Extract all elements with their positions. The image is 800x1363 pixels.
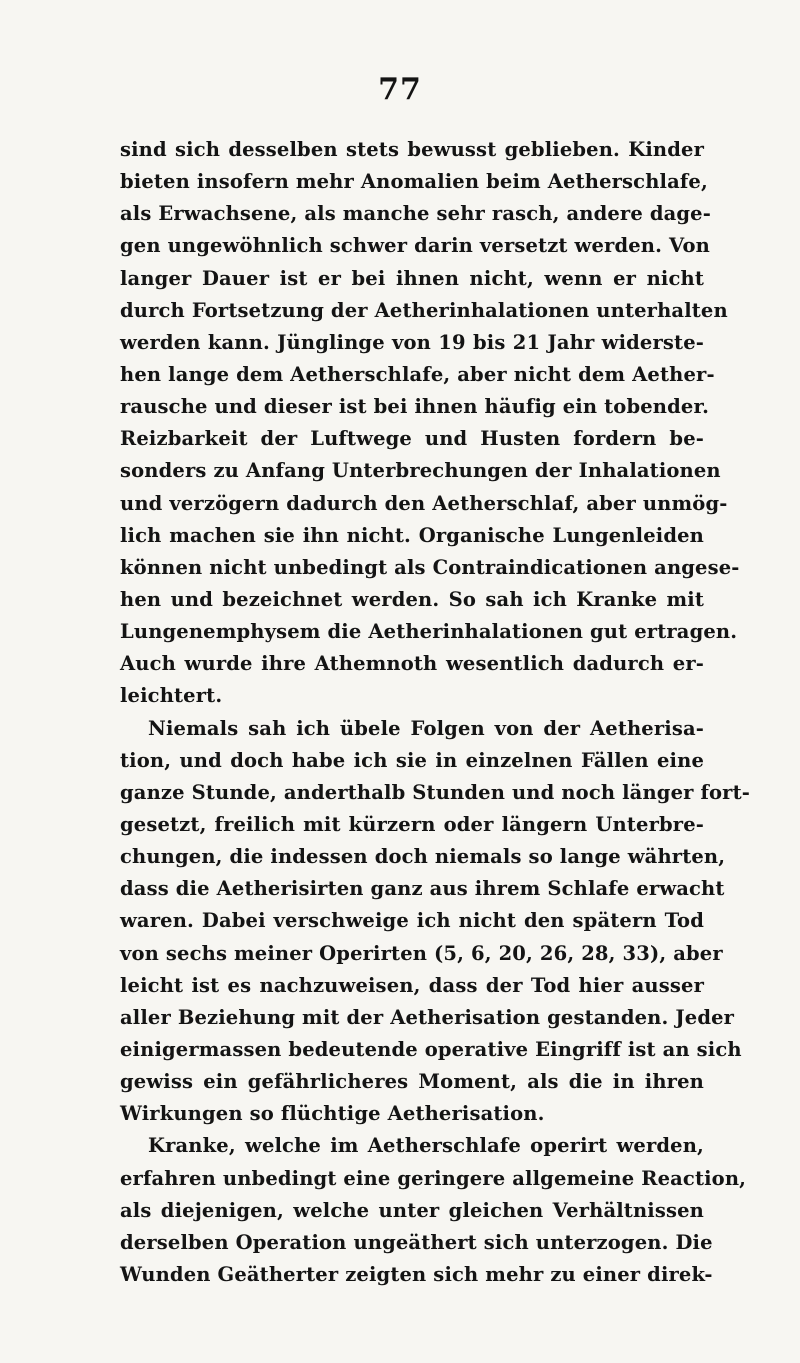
text-line: hen lange dem Aetherschlafe, aber nicht dem Aether-: [120, 362, 715, 386]
text-line: werden kann. Jünglinge von 19 bis 21 Jahr widerste-: [120, 330, 704, 354]
paragraph: [120, 134, 740, 713]
text-line: leicht ist es nachzuweisen, dass der Tod hier ausser: [120, 973, 704, 997]
text-line: derselben Operation ungeäthert sich unterzogen. Die: [120, 1230, 713, 1254]
text-line: Auch wurde ihre Athemnoth wesentlich dadurch er-: [120, 652, 704, 676]
text-line: Wunden Geätherter zeigten sich mehr zu einer direk-: [120, 1262, 713, 1286]
body-text: [120, 134, 751, 1291]
text-line: leichtert.: [120, 684, 223, 708]
text-line: lich machen sie ihn nicht. Organische Lungenleiden: [120, 523, 704, 547]
text-line: sonders zu Anfang Unterbrechungen der Inhalationen: [120, 459, 721, 483]
text-line: bieten insofern mehr Anomalien beim Aetherschlafe,: [120, 170, 708, 194]
text-line: sind sich desselben stets bewusst geblieben. Kinder: [120, 138, 704, 161]
text-line: gesetzt, freilich mit kürzern oder längern Unterbre-: [120, 812, 704, 836]
paragraph: [120, 713, 751, 1131]
text-line: durch Fortsetzung der Aetherinhalationen unterhalten: [120, 298, 728, 322]
text-line: als Erwachsene, als manche sehr rasch, andere dage-: [120, 202, 711, 226]
text-line: Lungenemphysem die Aetherinhalationen gut ertragen.: [120, 620, 738, 644]
text-line: ganze Stunde, anderthalb Stunden und noch länger fort-: [120, 780, 751, 804]
text-line: erfahren unbedingt eine geringere allgemeine Reaction,: [120, 1166, 747, 1190]
text-line: gen ungewöhnlich schwer darin versetzt werden. Von: [120, 234, 710, 258]
text-line: Kranke, welche im Aetherschlafe operirt werden,: [148, 1134, 704, 1158]
text-line: Wirkungen so flüchtige Aetherisation.: [120, 1102, 545, 1126]
text-line: als diejenigen, welche unter gleichen Verhältnissen: [120, 1198, 704, 1222]
text-line: waren. Dabei verschweige ich nicht den spätern Tod: [120, 909, 704, 933]
page-number: 77: [378, 72, 422, 107]
text-line: chungen, die indessen doch niemals so lange währten,: [120, 845, 726, 869]
paragraph: [120, 1130, 747, 1291]
text-line: dass die Aetherisirten ganz aus ihrem Schlafe erwacht: [120, 877, 725, 901]
text-line: rausche und dieser ist bei ihnen häufig ein tobender.: [120, 395, 710, 419]
text-line: können nicht unbedingt als Contraindicationen angese-: [120, 555, 740, 579]
text-line: von sechs meiner Operirten (5, 6, 20, 26, 28, 33), aber: [120, 941, 723, 965]
text-line: hen und bezeichnet werden. So sah ich Kranke mit: [120, 587, 704, 611]
text-line: Reizbarkeit der Luftwege und Husten fordern be-: [120, 427, 704, 451]
text-line: tion, und doch habe ich sie in einzelnen Fällen eine: [120, 748, 704, 772]
text-line: Niemals sah ich übele Folgen von der Aetherisa-: [148, 716, 704, 740]
text-line: langer Dauer ist er bei ihnen nicht, wenn er nicht: [120, 266, 704, 290]
text-line: einigermassen bedeutende operative Eingriff ist an sich: [120, 1037, 742, 1061]
text-line: und verzögern dadurch den Aetherschlaf, aber unmög-: [120, 491, 728, 515]
text-line: gewiss ein gefährlicheres Moment, als die in ihren: [120, 1070, 704, 1094]
text-line: aller Beziehung mit der Aetherisation gestanden. Jeder: [120, 1005, 735, 1029]
